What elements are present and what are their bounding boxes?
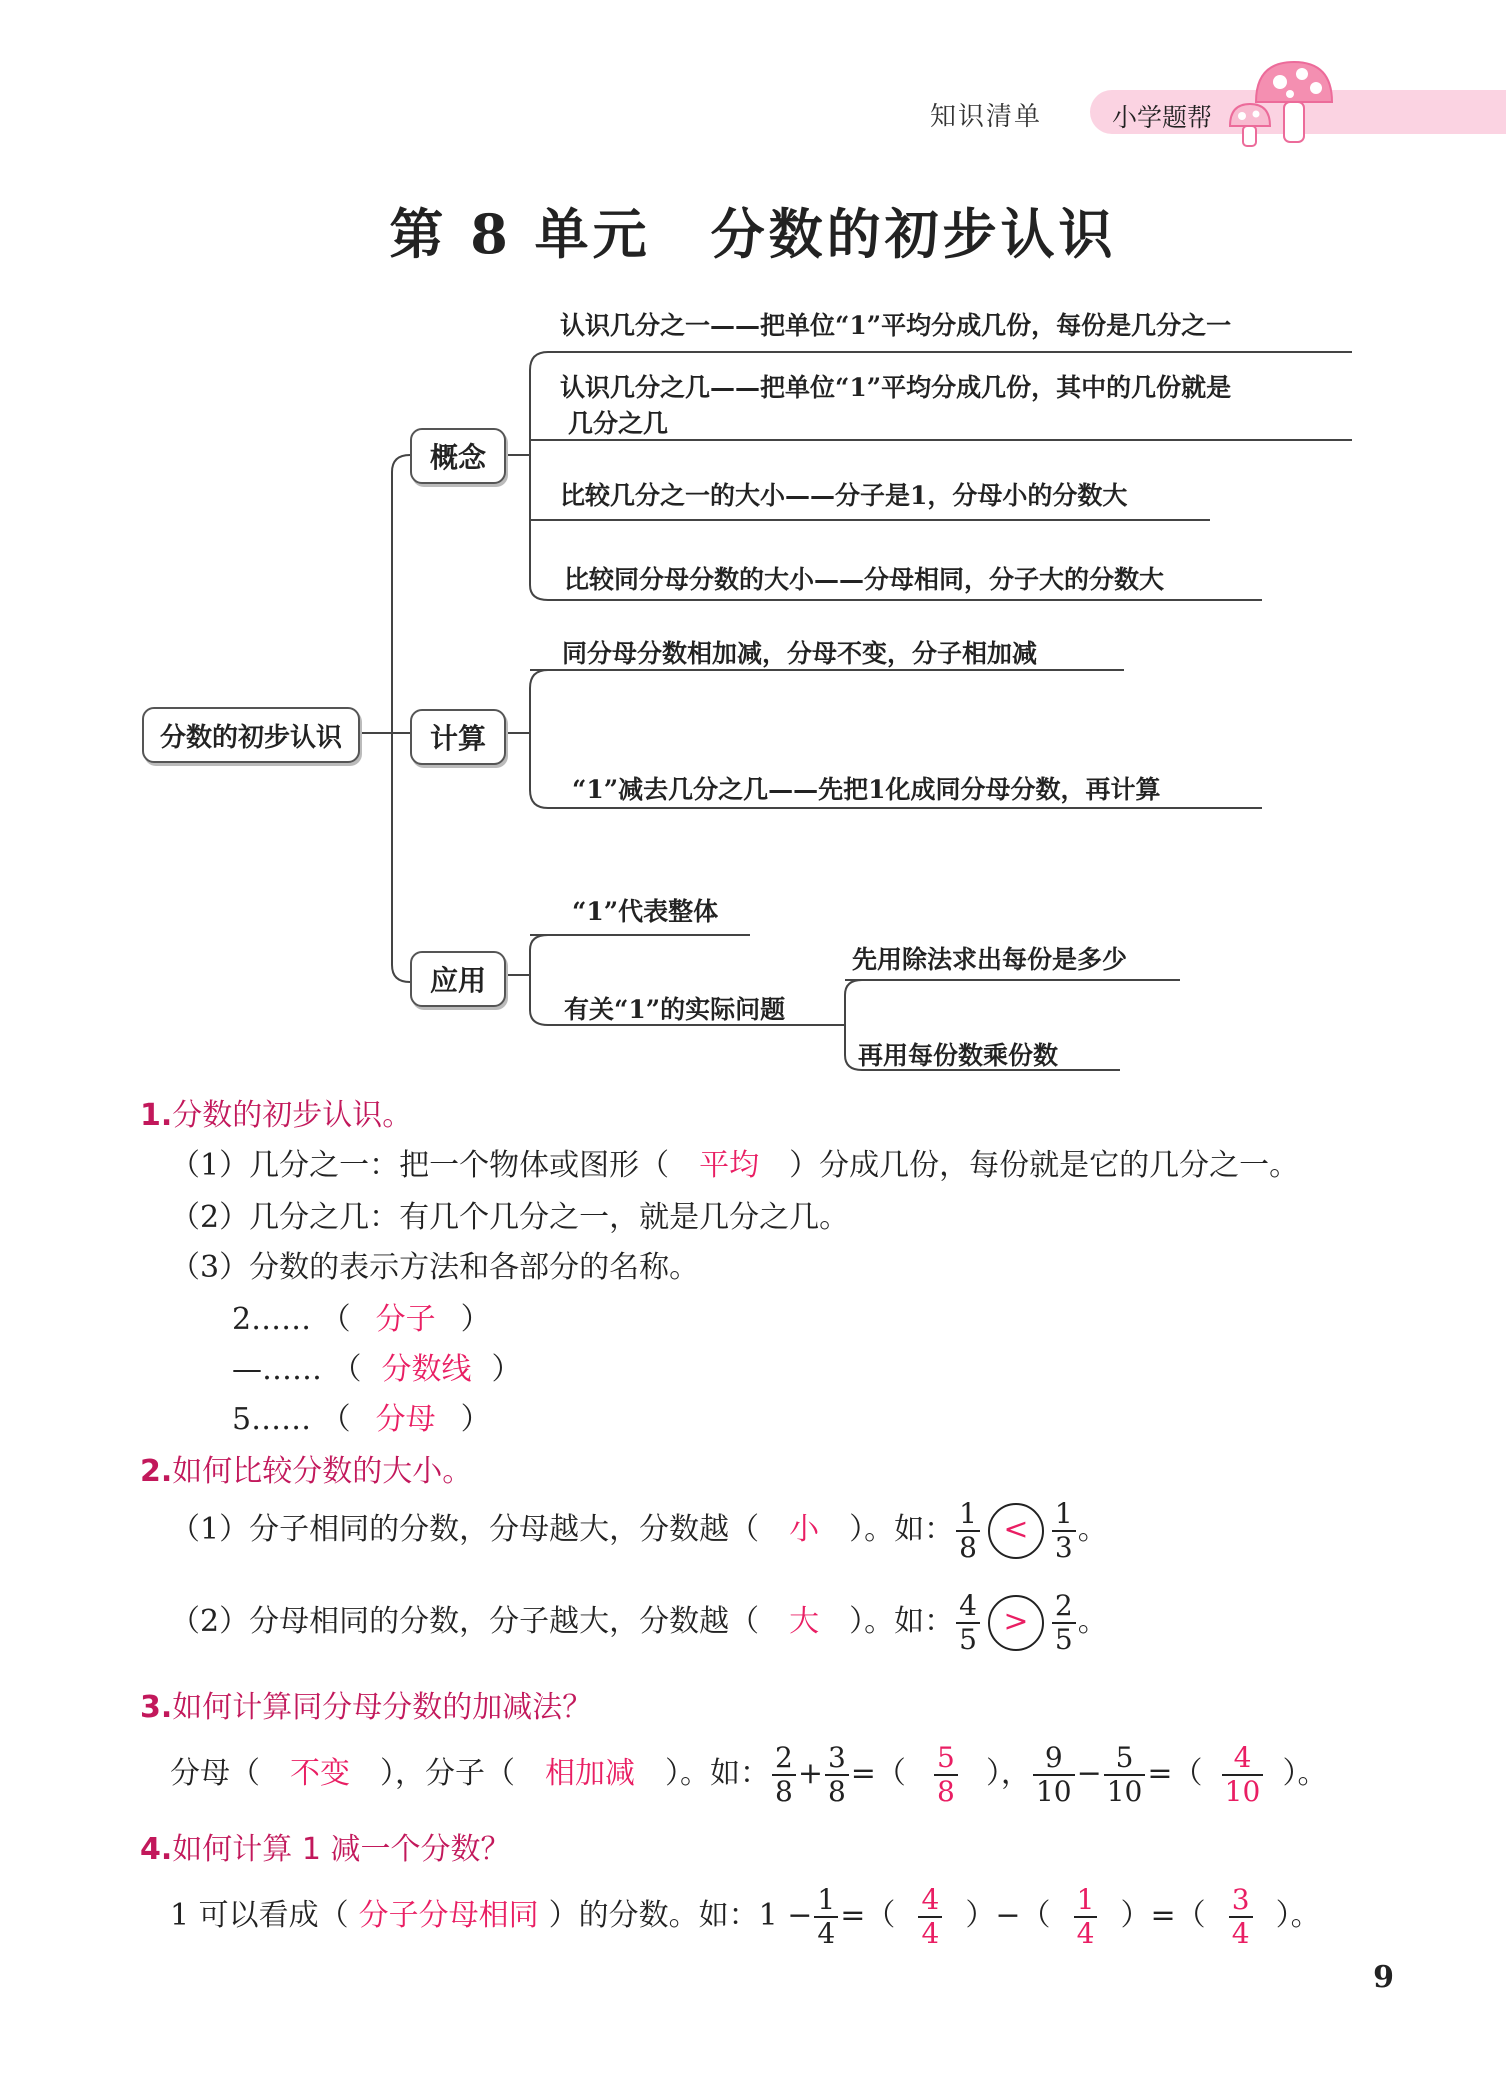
branch-apply: 应用 <box>410 951 506 1007</box>
s4-frac-subtrahend: $\frac{1}{4}$ <box>814 1886 838 1948</box>
section-3-heading: 3.如何计算同分母分数的加减法？ <box>140 1690 593 1725</box>
unit-label: 第 8 单元 <box>389 202 651 266</box>
s1-line-3: （3）分数的表示方法和各部分的名称。 <box>170 1250 700 1285</box>
calc-item-1: 同分母分数相加减，分母不变，分子相加减 <box>562 639 1038 668</box>
s3-e1-result: $\frac{5}{8}$ <box>934 1744 958 1806</box>
s2-ex2-frac-b: $\frac{2}{5}$ <box>1052 1592 1076 1654</box>
concept-item-1: 认识几分之一——把单位“1”平均分成几份，每份是几分之一 <box>560 311 1232 340</box>
branch-concept: 概念 <box>410 428 506 484</box>
s3-e2-frac-a: $\frac{9}{10}$ <box>1033 1744 1075 1806</box>
s3-e2-result: $\frac{4}{10}$ <box>1222 1744 1264 1806</box>
branch-calc: 计算 <box>410 709 506 765</box>
s1-part-denominator: 5…… （ 分母 ） <box>232 1402 491 1437</box>
concept-item-3: 比较几分之一的大小——分子是1，分母小的分数大 <box>560 481 1128 510</box>
section-2-heading: 2.如何比较分数的大小。 <box>140 1454 473 1489</box>
s2-line-2: （2）分母相同的分数，分子越大，分数越（ 大 ）。如： $\frac{4}{5}$ > $\frac{2}{5}$ 。 <box>170 1589 1108 1656</box>
section-1-heading: 1.分数的初步认识。 <box>140 1098 413 1133</box>
header-right-label: 小学题帮 <box>1112 103 1213 132</box>
header-left-label: 知识清单 <box>930 102 1043 132</box>
s2-ex1-frac-a: $\frac{1}{8}$ <box>956 1500 980 1562</box>
s2-ex1-compare-circle: < <box>988 1503 1044 1559</box>
concept-item-4: 比较同分母分数的大小——分母相同，分子大的分数大 <box>564 565 1165 594</box>
apply-sub-1: 先用除法求出每份是多少 <box>852 945 1128 974</box>
s4-result-1: $\frac{4}{4}$ <box>918 1886 942 1948</box>
s2-ex2-compare-circle: > <box>988 1595 1044 1651</box>
s3-e1-frac-a: $\frac{2}{8}$ <box>772 1744 796 1806</box>
concept-item-2: 认识几分之几——把单位“1”平均分成几份，其中的几份就是 <box>560 373 1232 402</box>
s2-ex1-frac-b: $\frac{1}{3}$ <box>1052 1500 1076 1562</box>
s2-line-1: （1）分子相同的分数，分母越大，分数越（ 小 ）。如： $\frac{1}{8}$ < $\frac{1}{3}$ 。 <box>170 1497 1108 1564</box>
s1-part-numerator: 2…… （ 分子 ） <box>232 1302 491 1337</box>
s4-result-3: $\frac{3}{4}$ <box>1229 1886 1253 1948</box>
concept-item-2-cont: 几分之几 <box>568 409 669 438</box>
unit-name: 分数的初步认识 <box>710 202 1117 266</box>
calc-item-2: “1”减去几分之几——先把1化成同分母分数，再计算 <box>572 775 1161 804</box>
s3-e1-frac-b: $\frac{3}{8}$ <box>825 1744 849 1806</box>
page-number: 9 <box>1373 1960 1394 1995</box>
s1-line-1: （1）几分之一：把一个物体或图形（ 平均 ）分成几份，每份就是它的几分之一。 <box>170 1148 1300 1183</box>
section-4-heading: 4.如何计算 1 减一个分数？ <box>140 1832 511 1867</box>
mindmap-root: 分数的初步认识 <box>142 707 360 763</box>
s3-line-1: 分母（ 不变 ），分子（ 相加减 ）。如： $\frac{2}{8}$ + $\frac{3}{8}$ =（ $\frac{5}{8}$ ）， $\frac{9}{10}$ − $\frac{5}{10}$ =（ $\frac{4}{10}$ ）。 <box>170 1741 1328 1808</box>
apply-item-1: “1”代表整体 <box>572 897 719 926</box>
apply-item-2: 有关“1”的实际问题 <box>564 995 786 1024</box>
apply-sub-2: 再用每份数乘份数 <box>858 1041 1059 1070</box>
s4-line-1: 1 可以看成（ 分子分母相同 ）的分数。如：1 − $\frac{1}{4}$ =（ $\frac{4}{4}$ ）−（ $\frac{1}{4}$ ）=（ $\frac{3}{4}$ ）。 <box>170 1883 1321 1950</box>
s4-result-2: $\frac{1}{4}$ <box>1074 1886 1098 1948</box>
s2-ex2-frac-a: $\frac{4}{5}$ <box>956 1592 980 1654</box>
s1-line-2: （2）几分之几：有几个几分之一，就是几分之几。 <box>170 1200 850 1235</box>
s3-e2-frac-b: $\frac{5}{10}$ <box>1104 1744 1146 1806</box>
s1-part-fraction-bar: —…… （ 分数线 ） <box>232 1352 522 1387</box>
